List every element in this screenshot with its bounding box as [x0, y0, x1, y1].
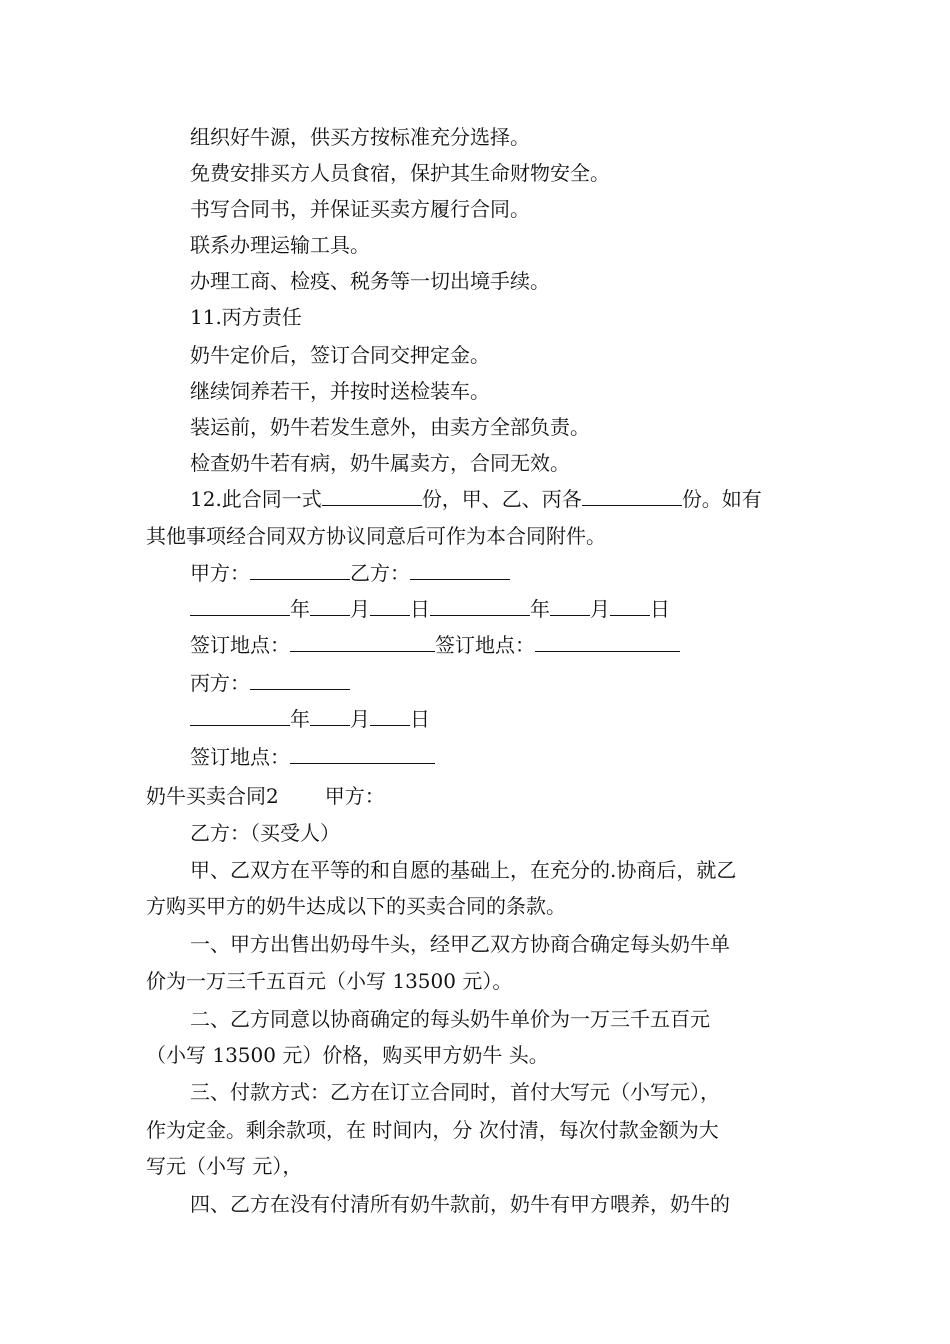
- paragraph-line: 写元（小写 元），: [146, 1154, 303, 1178]
- blank-field[interactable]: [550, 595, 590, 616]
- paragraph-line: 甲、乙双方在平等的和自愿的基础上，在充分的.协商后，就乙: [190, 858, 737, 882]
- party-b-label: 乙方：: [350, 561, 410, 585]
- sign-place-row: [190, 630, 680, 660]
- paragraph-line: （小写 13500 元）价格，购买甲方奶牛 头。: [146, 1043, 549, 1067]
- paragraph-line: 免费安排买方人员食宿，保护其生命财物安全。: [190, 161, 610, 185]
- month-label: 月: [350, 707, 370, 731]
- blank-field[interactable]: [190, 705, 290, 726]
- party-c-label: 丙方：: [190, 671, 250, 695]
- blank-field[interactable]: [410, 559, 510, 580]
- paragraph-line: 其他事项经合同双方协议同意后可作为本合同附件。: [146, 524, 606, 548]
- party-a-label: 甲方：: [324, 784, 385, 808]
- blank-field[interactable]: [322, 485, 422, 506]
- copies-label: 12.此合同一式: [190, 487, 322, 511]
- paragraph-line: 方购买甲方的奶牛达成以下的买卖合同的条款。: [146, 894, 566, 918]
- blank-field[interactable]: [290, 631, 435, 652]
- blank-field[interactable]: [430, 595, 530, 616]
- copies-each-label: 份，甲、乙、丙各: [421, 487, 582, 511]
- contract-title-row: [146, 781, 385, 811]
- blank-field[interactable]: [535, 631, 680, 652]
- blank-field[interactable]: [582, 485, 682, 506]
- sign-place-row: [190, 742, 435, 772]
- blank-field[interactable]: [310, 595, 350, 616]
- month-label: 月: [350, 597, 370, 621]
- paragraph-line: 奶牛定价后，签订合同交押定金。: [190, 343, 490, 367]
- paragraph-line: 联系办理运输工具。: [190, 233, 370, 257]
- paragraph-line: 四、乙方在没有付清所有奶牛款前，奶牛有甲方喂养，奶牛的: [190, 1192, 730, 1216]
- paragraph-line: 价为一万三千五百元（小写 13500 元）。: [146, 969, 513, 993]
- sign-place-label: 签订地点：: [190, 745, 290, 769]
- signature-parties-row: [190, 558, 510, 588]
- paragraph-line: 书写合同书，并保证买卖方履行合同。: [190, 197, 530, 221]
- blank-field[interactable]: [310, 705, 350, 726]
- paragraph-line: 三、付款方式：乙方在订立合同时，首付大写元（小写元），: [190, 1080, 720, 1104]
- paragraph-line: 装运前，奶牛若发生意外，由卖方全部负责。: [190, 415, 590, 439]
- date-row: [190, 704, 430, 734]
- blank-field[interactable]: [370, 705, 410, 726]
- paragraph-line: 乙方：（买受人）: [190, 821, 340, 845]
- paragraph-line: 一、甲方出售出奶母牛头，经甲乙双方协商合确定每头奶牛单: [190, 932, 730, 956]
- blank-field[interactable]: [610, 595, 650, 616]
- year-label: 年: [290, 597, 310, 621]
- day-label: 日: [410, 707, 430, 731]
- party-c-row: [190, 668, 350, 698]
- month-label: 月: [590, 597, 610, 621]
- paragraph-line: 继续饲养若干，并按时送检装车。: [190, 379, 490, 403]
- paragraph-line: 办理工商、检疫、税务等一切出境手续。: [190, 269, 550, 293]
- copies-clause: [190, 484, 762, 514]
- party-a-label: 甲方：: [190, 561, 250, 585]
- paragraph-line: 检查奶牛若有病，奶牛属卖方，合同无效。: [190, 451, 570, 475]
- day-label: 日: [410, 597, 430, 621]
- date-row: [190, 594, 670, 624]
- year-label: 年: [290, 707, 310, 731]
- contract-title: 奶牛买卖合同2: [146, 784, 279, 808]
- paragraph-line: 组织好牛源，供买方按标准充分选择。: [190, 125, 530, 149]
- paragraph-line: 二、乙方同意以协商确定的每头奶牛单价为一万三千五百元: [190, 1007, 710, 1031]
- section-heading: 11.丙方责任: [190, 305, 302, 329]
- blank-field[interactable]: [250, 669, 350, 690]
- blank-field[interactable]: [370, 595, 410, 616]
- sign-place-label: 签订地点：: [190, 633, 290, 657]
- day-label: 日: [650, 597, 670, 621]
- blank-field[interactable]: [290, 743, 435, 764]
- blank-field[interactable]: [190, 595, 290, 616]
- paragraph-line: 作为定金。剩余款项，在 时间内，分 次付清，每次付款金额为大: [146, 1118, 719, 1142]
- sign-place-label: 签订地点：: [435, 633, 535, 657]
- year-label: 年: [530, 597, 550, 621]
- blank-field[interactable]: [250, 559, 350, 580]
- copies-tail: 份。如有: [681, 487, 762, 511]
